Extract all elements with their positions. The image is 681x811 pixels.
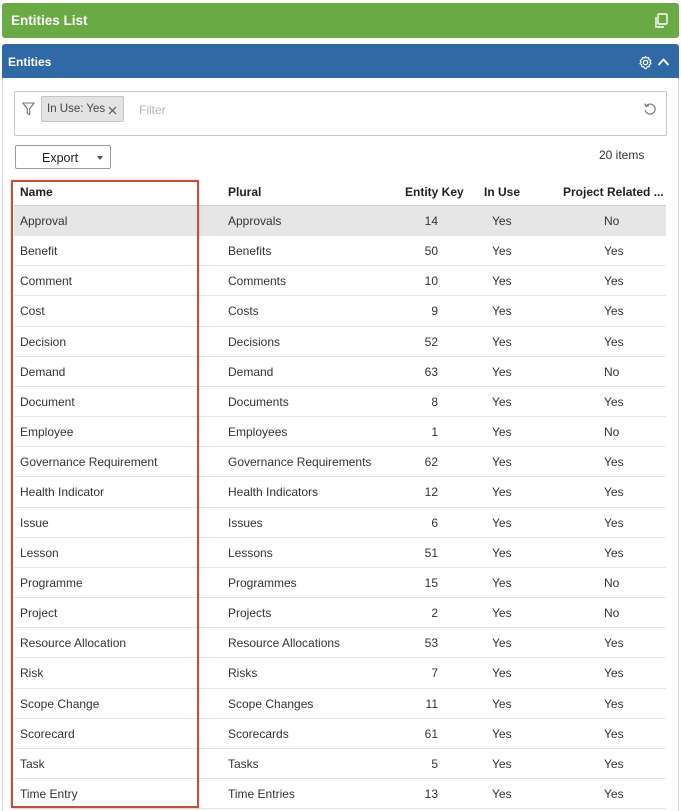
cell-name: Programme [20,575,83,590]
table-row[interactable] [14,568,666,598]
column-header-name[interactable]: Name [20,185,53,199]
cell-name: Cost [20,304,45,319]
cell-name: Benefit [20,244,58,259]
cell-name: Task [20,756,45,771]
cell-name: Issue [20,515,49,530]
table-row[interactable] [14,538,666,568]
table-row[interactable] [14,779,666,809]
reset-icon[interactable] [643,102,657,116]
cell-in-use: Yes [492,636,512,651]
cell-in-use: Yes [492,485,512,500]
cell-project-related: Yes [604,274,624,289]
export-label: Export [42,151,79,165]
cell-plural: Governance Requirements [228,455,372,470]
cell-name: Time Entry [20,786,78,801]
table-body [14,206,666,809]
cell-plural: Demand [228,364,274,379]
cell-in-use: Yes [492,545,512,560]
cell-project-related: Yes [604,666,624,681]
panel-title: Entities [8,55,52,69]
cell-project-related: No [604,606,620,621]
cell-project-related: Yes [604,545,624,560]
cell-name: Comment [20,274,73,289]
cell-plural: Health Indicators [228,485,319,500]
cell-plural: Tasks [228,756,259,771]
cell-project-related: Yes [604,696,624,711]
table-row[interactable] [14,598,666,628]
cell-project-related: Yes [604,244,624,259]
cell-project-related: No [604,214,620,228]
cell-entity-key: 11 [425,696,438,711]
cell-plural: Projects [228,606,272,621]
table-row[interactable] [14,327,666,357]
cell-project-related: Yes [604,304,624,319]
cell-entity-key: 53 [424,636,438,651]
cell-name: Document [20,394,75,409]
cell-in-use: Yes [492,334,512,349]
cell-name: Scope Change [20,696,100,711]
cell-in-use: Yes [492,696,512,711]
gear-icon[interactable] [638,55,653,70]
table-row[interactable] [14,658,666,688]
chevron-down-icon [97,156,103,160]
cell-entity-key: 50 [424,244,438,259]
cell-project-related: Yes [604,334,624,349]
cell-entity-key: 1 [431,425,438,440]
window-header [2,3,679,38]
cell-entity-key: 63 [424,364,438,379]
cell-project-related: Yes [604,786,624,801]
cell-project-related: Yes [604,756,624,771]
cell-in-use: Yes [492,786,512,801]
table-row[interactable] [14,508,666,538]
filter-chip-in-use[interactable] [41,96,124,122]
table-row[interactable] [14,387,666,417]
cell-entity-key: 13 [424,786,438,801]
cell-in-use: Yes [492,274,512,289]
window-title: Entities List [11,13,88,28]
cell-plural: Scorecards [228,726,289,741]
cell-name: Health Indicator [20,485,105,500]
cell-project-related: No [604,575,620,590]
cell-in-use: Yes [492,244,512,259]
table-row[interactable] [14,628,666,658]
cell-plural: Time Entries [228,786,295,801]
cell-entity-key: 7 [431,666,438,681]
cell-plural: Employees [228,425,288,440]
cell-project-related: Yes [604,515,624,530]
cell-project-related: No [604,425,620,440]
cell-entity-key: 6 [431,515,438,530]
cell-name: Decision [20,334,67,349]
cell-plural: Decisions [228,334,281,349]
cell-in-use: Yes [492,214,512,228]
cell-in-use: Yes [492,394,512,409]
cell-entity-key: 51 [424,545,438,560]
cell-name: Resource Allocation [20,636,127,651]
cell-in-use: Yes [492,756,512,771]
table-row[interactable] [14,357,666,387]
table-row[interactable] [14,689,666,719]
cell-in-use: Yes [492,726,512,741]
cell-name: Demand [20,364,66,379]
table-row[interactable] [14,236,666,266]
cell-entity-key: 14 [424,214,438,228]
table-row[interactable] [14,447,666,477]
cell-name: Scorecard [20,726,75,741]
cell-in-use: Yes [492,606,512,621]
cell-plural: Risks [228,666,258,681]
item-count: 20 items [599,148,645,162]
cell-plural: Programmes [228,575,297,590]
cell-entity-key: 8 [431,394,438,409]
cell-project-related: No [604,364,620,379]
cell-name: Governance Requirement [20,455,158,470]
cell-project-related: Yes [604,636,624,651]
column-header-in-use[interactable]: In Use [484,185,521,199]
export-button[interactable] [15,145,111,169]
cell-name: Employee [20,425,74,440]
column-header-plural[interactable]: Plural [228,185,262,199]
table-row[interactable] [14,206,666,236]
cell-project-related: Yes [604,394,624,409]
cell-name: Approval [20,214,68,228]
filter-bar[interactable] [14,91,667,136]
cell-name: Project [20,606,58,621]
table-row[interactable] [14,477,666,507]
cell-name: Lesson [20,545,59,560]
cell-plural: Issues [228,515,263,530]
close-icon[interactable] [108,106,117,115]
cell-name: Risk [20,666,44,681]
cell-entity-key: 2 [431,606,438,621]
cell-plural: Comments [228,274,287,289]
cell-entity-key: 52 [424,334,438,349]
filter-input[interactable]: Filter [139,103,166,117]
cell-in-use: Yes [492,575,512,590]
table-row[interactable] [14,749,666,779]
table-row[interactable] [14,266,666,296]
cell-in-use: Yes [492,364,512,379]
cell-plural: Scope Changes [228,696,314,711]
cell-in-use: Yes [492,304,512,319]
cell-in-use: Yes [492,666,512,681]
copy-icon[interactable] [653,13,669,29]
cell-entity-key: 12 [424,485,438,500]
cell-entity-key: 5 [431,756,438,771]
column-header-entity-key[interactable]: Entity Key [405,185,464,199]
cell-plural: Costs [228,304,259,319]
cell-entity-key: 15 [424,575,438,590]
cell-in-use: Yes [492,455,512,470]
cell-project-related: Yes [604,485,624,500]
cell-entity-key: 10 [424,274,438,289]
table-header [14,177,666,204]
cell-project-related: Yes [604,455,624,470]
cell-plural: Benefits [228,244,272,259]
table-row[interactable] [14,417,666,447]
cell-plural: Approvals [228,214,282,228]
cell-entity-key: 9 [431,304,438,319]
chevron-up-icon[interactable] [657,56,670,69]
cell-plural: Lessons [228,545,273,560]
cell-plural: Documents [228,394,289,409]
entities-panel-header [2,44,679,78]
cell-in-use: Yes [492,425,512,440]
filter-chip-label: In Use: Yes [47,103,106,115]
filter-icon[interactable] [22,102,35,116]
cell-plural: Resource Allocations [228,636,341,651]
table-row[interactable] [14,719,666,749]
table-row[interactable] [14,296,666,326]
cell-entity-key: 61 [424,726,438,741]
cell-in-use: Yes [492,515,512,530]
column-header-project-related[interactable]: Project Related ... [563,185,664,199]
cell-project-related: Yes [604,726,624,741]
cell-entity-key: 62 [424,455,438,470]
